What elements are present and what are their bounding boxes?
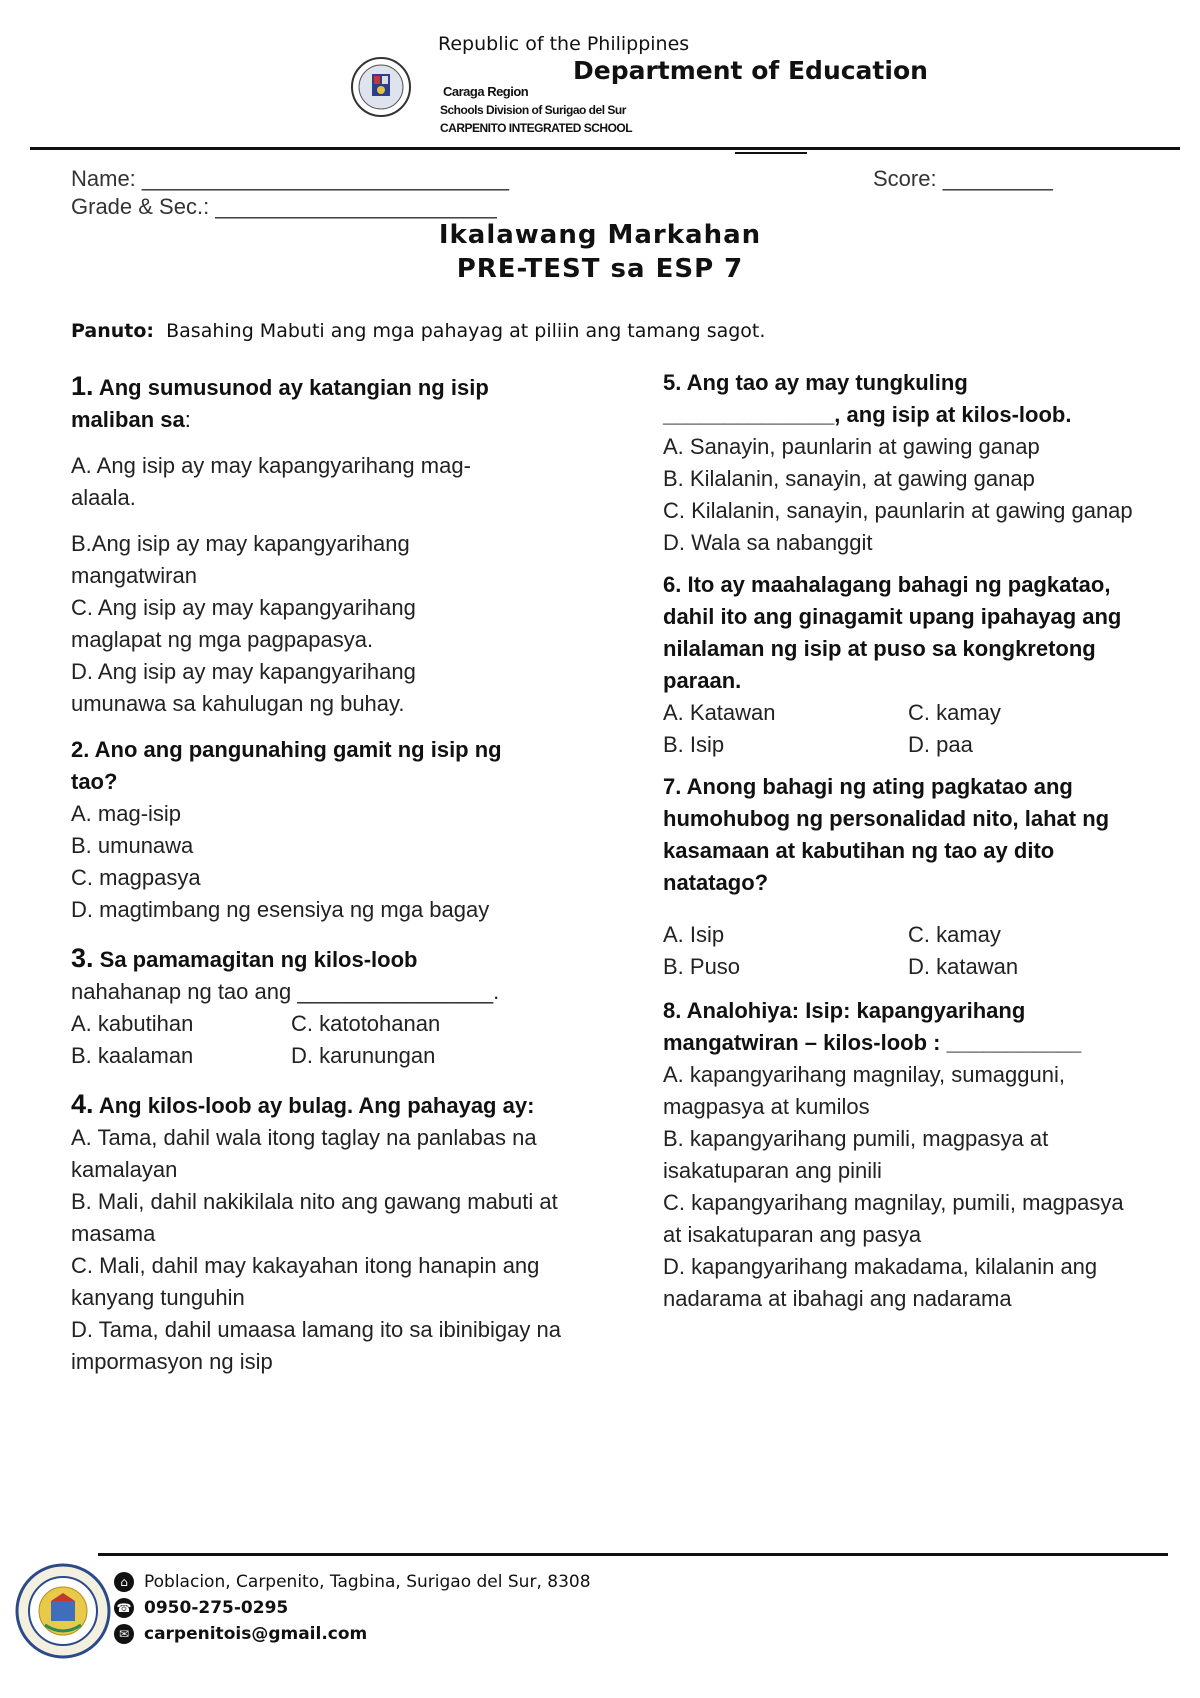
instructions xyxy=(71,320,765,342)
footer-phone-text: 0950-275-0295 xyxy=(144,1598,289,1618)
question-1-option-b: B.Ang isip ay may kapangyarihang mangatwiran xyxy=(71,531,410,588)
question-4-option-b: B. Mali, dahil nakikilala nito ang gawang mabuti at masama xyxy=(71,1189,558,1246)
score-field: Score: _________ xyxy=(873,166,1053,191)
phone-icon: ☎ xyxy=(114,1598,134,1618)
question-7-option-a: A. Isip xyxy=(663,922,725,947)
question-8-option-d: D. kapangyarihang makadama, kilalanin ang nadarama at ibahagi ang nadarama xyxy=(663,1254,1098,1311)
question-4-option-a: A. Tama, dahil wala itong taglay na panlabas na kamalayan xyxy=(71,1125,537,1182)
question-2 xyxy=(71,734,601,926)
question-7-option-c: C. kamay xyxy=(908,922,1001,947)
question-1-option-a: A. Ang isip ay may kapangyarihang mag-alaala. xyxy=(71,453,471,510)
home-icon: ⌂ xyxy=(114,1572,134,1592)
deped-seal-logo xyxy=(350,56,412,118)
question-4 xyxy=(71,1088,601,1378)
question-8 xyxy=(663,995,1143,1315)
header-region: Caraga Region xyxy=(443,84,529,99)
question-1-number: 1. xyxy=(71,371,94,401)
question-1-stem: Ang sumusunod ay katangian ng isip maliban sa xyxy=(71,375,489,432)
question-8-stem: 8. Analohiya: Isip: kapangyarihang mangatwiran – kilos-loob : ___________ xyxy=(663,998,1082,1055)
question-6 xyxy=(663,569,1143,761)
footer-divider xyxy=(98,1553,1168,1556)
question-1-colon: : xyxy=(184,407,191,432)
question-1-option-c: C. Ang isip ay may kapangyarihang maglapat ng mga pagpapasya. xyxy=(71,595,416,652)
question-8-option-c: C. kapangyarihang magnilay, pumili, magpasya at isakatuparan ang pasya xyxy=(663,1190,1124,1247)
question-2-option-d: D. magtimbang ng esensiya ng mga bagay xyxy=(71,897,490,922)
name-field: Name: ______________________________ xyxy=(71,166,509,191)
question-1-option-d: D. Ang isip ay may kapangyarihang umunawa sa kahulugan ng buhay. xyxy=(71,659,416,716)
question-6-stem: 6. Ito ay maahalagang bahagi ng pagkatao, dahil ito ang ginagamit upang ipahayag ang nilalaman ng isip at puso sa kongkretong paraan. xyxy=(663,572,1122,693)
question-2-option-c: C. magpasya xyxy=(71,865,201,890)
footer-address xyxy=(114,1572,591,1592)
question-3 xyxy=(71,942,601,1072)
header-division: Schools Division of Surigao del Sur xyxy=(440,103,626,117)
grade-section-field: Grade & Sec.: _______________________ xyxy=(71,194,497,219)
question-3-option-a: A. kabutihan xyxy=(71,1011,194,1036)
question-5-option-c: C. Kilalanin, sanayin, paunlarin at gawing ganap xyxy=(663,498,1133,523)
question-6-option-d: D. paa xyxy=(908,732,973,757)
questions-left-column xyxy=(71,370,601,1378)
question-2-stem: 2. Ano ang pangunahing gamit ng isip ng tao? xyxy=(71,737,502,794)
question-5-option-d: D. Wala sa nabanggit xyxy=(663,530,873,555)
mail-icon: ✉ xyxy=(114,1624,134,1644)
header-divider-accent xyxy=(735,152,807,154)
instructions-text: Basahing Mabuti ang mga pahayag at piliin ang tamang sagot. xyxy=(166,320,766,342)
instructions-label: Panuto: xyxy=(71,320,155,342)
question-2-option-b: B. umunawa xyxy=(71,833,194,858)
header-school: CARPENITO INTEGRATED SCHOOL xyxy=(440,121,633,135)
quarter-title: Ikalawang Markahan xyxy=(438,220,762,250)
question-4-number: 4. xyxy=(71,1089,94,1119)
question-2-option-a: A. mag-isip xyxy=(71,801,182,826)
question-7-option-d: D. katawan xyxy=(908,954,1019,979)
question-7-stem: 7. Anong bahagi ng ating pagkatao ang humohubog ng personalidad nito, lahat ng kasamaan at kabutihan ng tao ay dito natatago? xyxy=(663,774,1110,895)
footer-address-text: Poblacion, Carpenito, Tagbina, Surigao del Sur, 8308 xyxy=(144,1572,591,1592)
question-4-option-c: C. Mali, dahil may kakayahan itong hanapin ang kanyang tunguhin xyxy=(71,1253,540,1310)
school-seal-logo xyxy=(15,1563,111,1659)
question-6-option-a: A. Katawan xyxy=(663,700,776,725)
test-title: PRE-TEST sa ESP 7 xyxy=(456,254,744,284)
question-8-option-b: B. kapangyarihang pumili, magpasya at isakatuparan ang pinili xyxy=(663,1126,1049,1183)
question-5-option-a: A. Sanayin, paunlarin at gawing ganap xyxy=(663,434,1040,459)
question-8-option-a: A. kapangyarihang magnilay, sumagguni, magpasya at kumilos xyxy=(663,1062,1065,1119)
question-6-option-b: B. Isip xyxy=(663,732,725,757)
question-3-option-d: D. karunungan xyxy=(291,1043,436,1068)
question-3-stem-line2: nahahanap ng tao ang ________________. xyxy=(71,979,500,1004)
header-divider xyxy=(30,147,1180,150)
question-4-stem: Ang kilos-loob ay bulag. Ang pahayag ay: xyxy=(98,1093,535,1118)
header-republic: Republic of the Philippines xyxy=(438,33,690,55)
question-7-option-b: B. Puso xyxy=(663,954,741,979)
question-3-option-b: B. kaalaman xyxy=(71,1043,194,1068)
question-5-stem: 5. Ang tao ay may tungkuling ______________, ang isip at kilos-loob. xyxy=(663,370,1072,427)
question-6-option-c: C. kamay xyxy=(908,700,1001,725)
question-5 xyxy=(663,367,1143,559)
footer-email-text[interactable]: carpenitois@gmail.com xyxy=(144,1624,368,1644)
question-3-number: 3. xyxy=(71,943,94,973)
header-department: Department of Education xyxy=(573,56,928,85)
questions-right-column xyxy=(663,367,1143,1315)
question-4-option-d: D. Tama, dahil umaasa lamang ito sa ibinibigay na impormasyon ng isip xyxy=(71,1317,561,1374)
footer-email[interactable] xyxy=(114,1624,367,1644)
footer-phone xyxy=(114,1598,288,1618)
question-3-option-c: C. katotohanan xyxy=(291,1011,441,1036)
question-5-option-b: B. Kilalanin, sanayin, at gawing ganap xyxy=(663,466,1035,491)
question-1 xyxy=(71,370,541,720)
question-7 xyxy=(663,771,1143,983)
question-3-stem: Sa pamamagitan ng kilos-loob xyxy=(99,947,418,972)
